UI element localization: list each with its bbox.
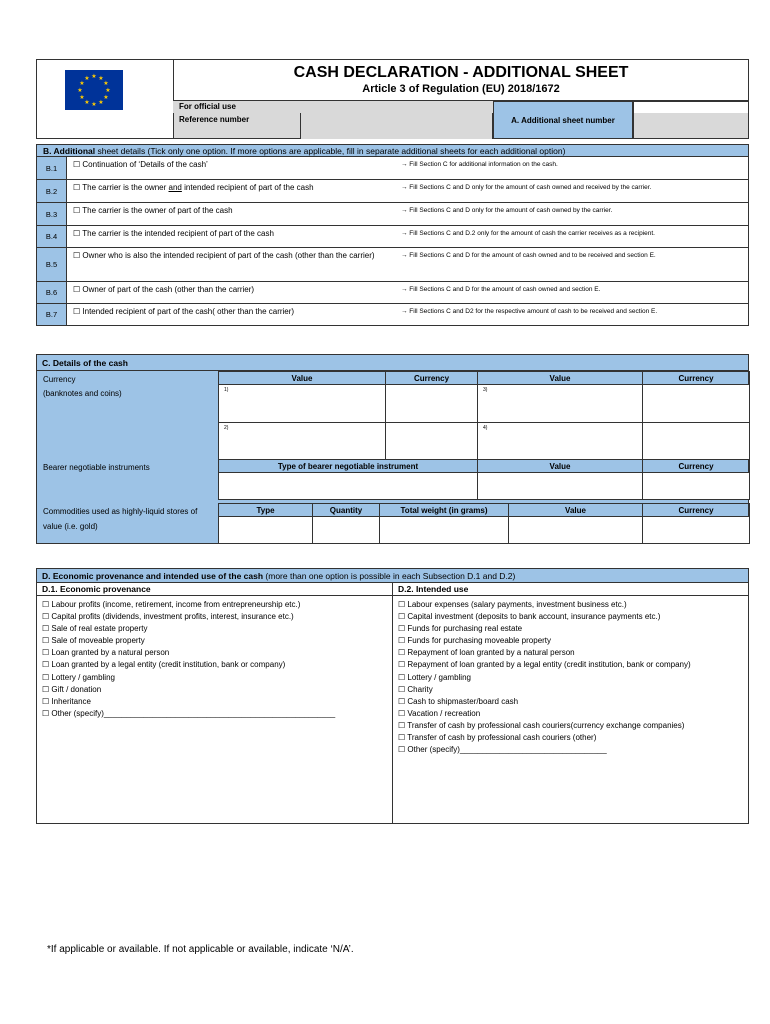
option-row-b4[interactable] [36, 226, 749, 248]
d1-option-other[interactable]: ☐ Other (specify)____________________________________________________ [42, 708, 336, 718]
svg-text:★: ★ [77, 87, 83, 94]
currency-field-2[interactable] [385, 422, 478, 460]
d1-option[interactable]: ☐ Capital profits (dividends, investment profits, interest, insurance etc.) [42, 612, 294, 622]
svg-text:★: ★ [79, 80, 85, 87]
eu-flag-icon [65, 70, 123, 110]
value-field-2[interactable] [218, 422, 386, 460]
svg-text:★: ★ [79, 94, 85, 101]
svg-text:★: ★ [103, 94, 109, 101]
reference-number-label: Reference number [173, 113, 301, 139]
d1-title: D.1. Economic provenance [37, 583, 393, 596]
value-header-1: Value [218, 371, 386, 385]
section-b-title: B. Additional [43, 146, 96, 156]
option-instruction: → Fill Sections C and D only for the amount of cash owned by the carrier. [401, 207, 613, 214]
option-instruction: → Fill Sections C and D only for the amount of cash owned and received by the carrier. [401, 184, 652, 191]
commodity-value-field[interactable] [508, 516, 643, 544]
field-number: 4) [483, 425, 488, 431]
section-d-instructions: (more than one option is possible in each Subsection D.1 and D.2) [263, 571, 516, 581]
sheet-number-label: A. Additional sheet number [493, 101, 633, 139]
title-box [173, 59, 749, 101]
commodity-type-field[interactable] [218, 516, 313, 544]
option-code: B.5 [37, 248, 67, 281]
commodities-label: Commodities used as highly-liquid stores of value (i.e. gold) [43, 507, 198, 531]
sheet-number-field[interactable] [633, 101, 749, 139]
option-label[interactable]: ☐ Intended recipient of part of the cash( other than the carrier) [73, 307, 295, 316]
option-instruction: → Fill Sections C and D for the amount of cash owned and section E. [401, 286, 601, 293]
footnote: *If applicable or available. If not applicable or available, indicate ‘N/A’. [47, 944, 354, 955]
commodity-value-header: Value [508, 503, 643, 517]
d1-option[interactable]: ☐ Sale of moveable property [42, 636, 145, 646]
svg-text:★: ★ [105, 87, 111, 94]
option-row-b2[interactable] [36, 180, 749, 203]
bearer-type-field[interactable] [218, 472, 478, 500]
value-field-3[interactable] [477, 384, 643, 423]
commodity-currency-header: Currency [642, 503, 750, 517]
value-field-1[interactable] [218, 384, 386, 423]
d2-option[interactable]: ☐ Charity [398, 684, 433, 694]
option-label[interactable]: ☐ Continuation of ‘Details of the cash’ [73, 160, 208, 169]
d1-option[interactable]: ☐ Loan granted by a legal entity (credit institution, bank or company) [42, 660, 286, 670]
d1-option[interactable]: ☐ Inheritance [42, 696, 91, 706]
commodity-quantity-field[interactable] [312, 516, 380, 544]
section-c-title: C. Details of the cash [37, 355, 748, 371]
currency-sublabel: (banknotes and coins) [43, 389, 122, 398]
section-d [36, 568, 749, 824]
value-field-4[interactable] [477, 422, 643, 460]
d1-option[interactable]: ☐ Loan granted by a natural person [42, 648, 170, 658]
page-title: CASH DECLARATION - ADDITIONAL SHEET [293, 64, 629, 81]
option-label-part: intended recipient of part of the cash [181, 183, 314, 192]
option-row-b7[interactable] [36, 304, 749, 326]
bearer-value-field[interactable] [477, 472, 643, 500]
commodity-weight-field[interactable] [379, 516, 509, 544]
option-row-b3[interactable] [36, 203, 749, 226]
bearer-currency-field[interactable] [642, 472, 750, 500]
section-d-title: D. Economic provenance and intended use of the cash [42, 571, 264, 581]
eu-flag-box [36, 59, 174, 139]
d2-option-other[interactable]: ☐ Other (specify)_________________________________ [398, 745, 607, 755]
d2-option[interactable]: ☐ Transfer of cash by professional cash couriers (other) [398, 733, 597, 743]
option-row-b5[interactable] [36, 248, 749, 282]
section-b [36, 144, 749, 326]
field-number: 1) [224, 387, 229, 393]
option-instruction: → Fill Sections C and D2 for the respective amount of cash to be received and section E. [401, 308, 658, 315]
d1-option[interactable]: ☐ Lottery / gambling [42, 672, 115, 682]
option-code: B.4 [37, 226, 67, 247]
d1-option[interactable]: ☐ Gift / donation [42, 684, 102, 694]
d1-options [37, 596, 393, 823]
option-label[interactable]: ☐ Owner who is also the intended recipient of part of the cash (other than the carrier) [73, 251, 375, 260]
option-label[interactable]: ☐ The carrier is the owner of part of the cash [73, 206, 233, 215]
option-instruction: → Fill Sections C and D for the amount of cash owned and to be received and section E. [401, 252, 656, 259]
option-row-b6[interactable] [36, 282, 749, 304]
d2-option[interactable]: ☐ Repayment of loan granted by a legal entity (credit institution, bank or company) [398, 660, 691, 670]
option-label[interactable] [73, 182, 398, 193]
svg-text:★: ★ [84, 99, 90, 106]
bearer-instruments-label: Bearer negotiable instruments [43, 463, 150, 472]
svg-text:★: ★ [84, 75, 90, 82]
d2-option[interactable]: ☐ Vacation / recreation [398, 708, 481, 718]
currency-field-4[interactable] [642, 422, 750, 460]
d2-title: D.2. Intended use [393, 583, 748, 596]
currency-header-1: Currency [385, 371, 478, 385]
d1-option[interactable]: ☐ Sale of real estate property [42, 624, 148, 634]
section-d-header [37, 569, 748, 583]
field-number: 2) [224, 425, 229, 431]
option-instruction: → Fill Sections C and D.2 only for the amount of cash the carrier receives as a recipient. [401, 230, 655, 237]
svg-text:★: ★ [91, 101, 97, 108]
official-use-label: For official use [173, 101, 493, 113]
currency-field-1[interactable] [385, 384, 478, 423]
option-instruction: → Fill Section C for additional information on the cash. [401, 161, 558, 168]
bearer-type-header: Type of bearer negotiable instrument [218, 459, 478, 473]
bearer-currency-header: Currency [642, 459, 750, 473]
svg-text:★: ★ [91, 73, 97, 80]
d2-option[interactable]: ☐ Cash to shipmaster/board cash [398, 696, 519, 706]
commodity-weight-header: Total weight (in grams) [379, 503, 509, 517]
bearer-value-header: Value [477, 459, 643, 473]
section-b-header [36, 144, 749, 157]
option-code: B.7 [37, 304, 67, 325]
svg-text:★: ★ [103, 80, 109, 87]
option-label-underlined: and [168, 183, 182, 192]
option-label-part: ☐ The carrier is the owner [73, 183, 169, 192]
d2-options [393, 596, 748, 823]
option-code: B.3 [37, 203, 67, 225]
option-label[interactable]: ☐ The carrier is the intended recipient of part of the cash [73, 229, 274, 238]
d2-option[interactable]: ☐ Transfer of cash by professional cash couriers(currency exchange companies) [398, 720, 685, 730]
commodity-currency-field[interactable] [642, 516, 750, 544]
commodity-type-header: Type [218, 503, 313, 517]
option-row-b1[interactable] [36, 157, 749, 180]
option-code: B.1 [37, 157, 67, 179]
d2-option[interactable]: ☐ Repayment of loan granted by a natural person [398, 648, 575, 658]
svg-text:★: ★ [98, 99, 104, 106]
currency-field-3[interactable] [642, 384, 750, 423]
d2-option[interactable]: ☐ Capital investment (deposits to bank account, insurance payments etc.) [398, 612, 661, 622]
option-label[interactable]: ☐ Owner of part of the cash (other than the carrier) [73, 285, 255, 294]
section-b-instructions: sheet details (Tick only one option. If more options are applicable, fill in separate additional sheets for each additional option) [95, 146, 566, 156]
d2-option[interactable]: ☐ Labour expenses (salary payments, investment business etc.) [398, 600, 627, 609]
d2-option[interactable]: ☐ Lottery / gambling [398, 672, 471, 682]
option-code: B.2 [37, 180, 67, 202]
field-number: 3) [483, 387, 488, 393]
currency-label: Currency [43, 375, 76, 384]
d1-option[interactable]: ☐ Labour profits (income, retirement, income from entrepreneurship etc.) [42, 600, 301, 609]
reference-number-field[interactable] [301, 113, 493, 139]
option-code: B.6 [37, 282, 67, 303]
svg-text:★: ★ [98, 75, 104, 82]
value-header-2: Value [477, 371, 643, 385]
d2-option[interactable]: ☐ Funds for purchasing real estate [398, 624, 523, 634]
currency-header-2: Currency [642, 371, 750, 385]
section-c [36, 354, 749, 544]
d2-option[interactable]: ☐ Funds for purchasing moveable property [398, 636, 552, 646]
page-subtitle: Article 3 of Regulation (EU) 2018/1672 [362, 83, 560, 95]
commodity-quantity-header: Quantity [312, 503, 380, 517]
